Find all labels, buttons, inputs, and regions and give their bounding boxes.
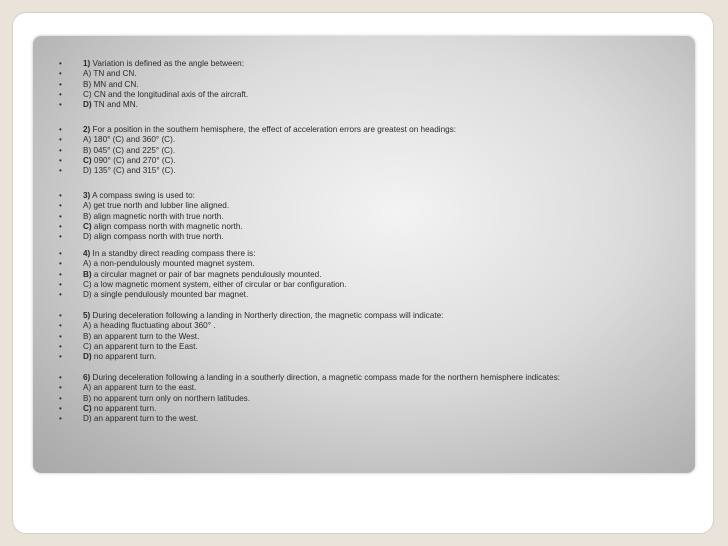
question-line — [33, 259, 683, 269]
question-line — [33, 383, 683, 393]
item-label: D) — [83, 352, 92, 362]
item-label: 1) — [83, 59, 91, 68]
question-block — [33, 373, 683, 424]
question-block — [33, 249, 683, 300]
bullet-icon: • — [59, 373, 62, 382]
bullet-icon: • — [59, 311, 62, 320]
question-line — [33, 232, 683, 242]
content-panel — [33, 36, 695, 473]
item-text: D) align compass north with true north. — [83, 232, 224, 242]
question-block — [33, 59, 683, 110]
question-line — [33, 222, 683, 232]
question-line — [33, 90, 683, 100]
bullet-icon: • — [59, 321, 62, 331]
bullet-icon: • — [59, 279, 62, 289]
bullet-icon: • — [59, 125, 62, 134]
question-line — [33, 125, 683, 135]
item-text: TN and MN. — [91, 100, 138, 110]
question-line — [33, 212, 683, 222]
item-text: D) 135° (C) and 315° (C). — [83, 166, 176, 176]
item-text: a circular magnet or pair of bar magnets pendulously mounted. — [91, 269, 322, 279]
item-text: D) a single pendulously mounted bar magnet. — [83, 290, 249, 300]
question-line — [33, 332, 683, 342]
item-text: A) get true north and lubber line aligned. — [83, 201, 230, 211]
item-text: C) an apparent turn to the East. — [83, 341, 198, 351]
bullet-icon: • — [59, 341, 62, 351]
question-line — [33, 394, 683, 404]
question-line — [33, 373, 683, 383]
item-label: 4) — [83, 249, 91, 258]
item-label: C) — [83, 221, 92, 231]
item-text: In a standby direct reading compass there is: — [90, 249, 256, 258]
question-line — [33, 191, 683, 201]
item-text: no apparent turn. — [91, 403, 157, 413]
bullet-icon: • — [59, 352, 62, 362]
question-line — [33, 414, 683, 424]
bullet-icon: • — [59, 100, 62, 110]
question-line — [33, 404, 683, 414]
item-text: A) a non-pendulously mounted magnet system. — [83, 259, 255, 269]
bullet-icon: • — [59, 232, 62, 242]
bullet-icon: • — [59, 290, 62, 300]
item-label: C) — [83, 155, 92, 165]
item-label: 2) — [83, 125, 91, 134]
bullet-icon: • — [59, 403, 62, 413]
item-text: For a position in the southern hemisphere, the effect of acceleration errors are greatest on headings: — [90, 125, 457, 134]
question-line — [33, 249, 683, 259]
question-line — [33, 69, 683, 79]
bullet-icon: • — [59, 393, 62, 403]
item-label: D) — [83, 100, 92, 110]
bullet-icon: • — [59, 89, 62, 99]
item-text: B) 045° (C) and 225° (C). — [83, 145, 176, 155]
bullet-icon: • — [59, 166, 62, 176]
item-text: Variation is defined as the angle between: — [90, 59, 244, 68]
item-label: C) — [83, 403, 92, 413]
bullet-icon: • — [59, 414, 62, 424]
question-line — [33, 290, 683, 300]
item-text: B) an apparent turn to the West. — [83, 331, 200, 341]
bullet-icon: • — [59, 331, 62, 341]
item-text: A) TN and CN. — [83, 69, 137, 79]
item-text: B) align magnetic north with true north. — [83, 211, 224, 221]
question-line — [33, 59, 683, 69]
item-text: During deceleration following a landing in Northerly direction, the magnetic compass will indicate: — [90, 311, 444, 320]
bullet-icon: • — [59, 59, 62, 68]
bullet-icon: • — [59, 211, 62, 221]
question-block — [33, 191, 683, 242]
question-line — [33, 146, 683, 156]
item-label: 3) — [83, 191, 91, 200]
question-line — [33, 201, 683, 211]
item-text: A) an apparent turn to the east. — [83, 383, 197, 393]
bullet-icon: • — [59, 191, 62, 200]
bullet-icon: • — [59, 145, 62, 155]
bullet-icon: • — [59, 249, 62, 258]
item-label: 6) — [83, 373, 91, 382]
item-text: A compass swing is used to: — [90, 191, 195, 200]
question-line — [33, 156, 683, 166]
item-text: no apparent turn. — [91, 352, 157, 362]
question-line — [33, 270, 683, 280]
bullet-icon: • — [59, 135, 62, 145]
bullet-icon: • — [59, 259, 62, 269]
question-line — [33, 342, 683, 352]
bullet-icon: • — [59, 155, 62, 165]
question-line — [33, 280, 683, 290]
question-line — [33, 100, 683, 110]
bullet-icon: • — [59, 221, 62, 231]
bullet-icon: • — [59, 79, 62, 89]
item-text: 090° (C) and 270° (C). — [91, 155, 176, 165]
slide — [12, 12, 714, 534]
item-label: 5) — [83, 311, 91, 320]
bullet-icon: • — [59, 201, 62, 211]
bullet-icon: • — [59, 269, 62, 279]
item-text: align compass north with magnetic north. — [91, 221, 243, 231]
question-line — [33, 166, 683, 176]
question-block — [33, 311, 683, 362]
question-line — [33, 352, 683, 362]
item-label: B) — [83, 269, 92, 279]
question-line — [33, 311, 683, 321]
item-text: C) CN and the longitudinal axis of the aircraft. — [83, 89, 249, 99]
item-text: C) a low magnetic moment system, either of circular or bar configuration. — [83, 279, 347, 289]
item-text: A) 180° (C) and 360° (C). — [83, 135, 176, 145]
question-line — [33, 321, 683, 331]
item-text: A) a heading fluctuating about 360° . — [83, 321, 216, 331]
item-text: During deceleration following a landing in a southerly direction, a magnetic compass made for the northern hemisphere indicates: — [90, 373, 560, 382]
bullet-icon: • — [59, 383, 62, 393]
question-line — [33, 135, 683, 145]
item-text: B) MN and CN. — [83, 79, 139, 89]
item-text: B) no apparent turn only on northern latitudes. — [83, 393, 251, 403]
item-text: D) an apparent turn to the west. — [83, 414, 199, 424]
question-block — [33, 125, 683, 176]
bullet-icon: • — [59, 69, 62, 79]
question-line — [33, 80, 683, 90]
